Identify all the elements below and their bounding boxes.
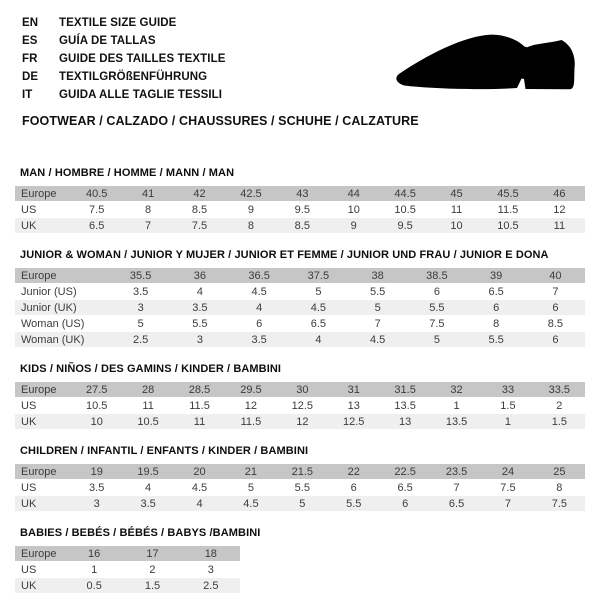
size-value-cell: 7 <box>453 481 460 494</box>
table-row <box>15 332 585 348</box>
size-value-cell: 8.5 <box>191 203 208 216</box>
size-tables <box>15 166 585 594</box>
size-value-cell: 8 <box>493 317 500 330</box>
row-label: US <box>21 399 37 412</box>
size-value-cell: 10 <box>90 415 103 428</box>
size-value-cell: 6.5 <box>89 219 105 232</box>
size-value-cell: 28.5 <box>188 383 211 396</box>
size-value-cell: 27.5 <box>85 383 108 396</box>
table-row <box>15 496 585 512</box>
size-value-cell: 2.5 <box>203 579 219 592</box>
size-value-cell: 4.5 <box>191 481 208 494</box>
size-value-cell: 6 <box>256 317 263 330</box>
size-value-cell: 3 <box>137 301 144 314</box>
table-row <box>15 316 585 332</box>
table-row <box>15 202 585 218</box>
size-value-cell: 6.5 <box>448 497 465 510</box>
language-code: FR <box>22 53 38 65</box>
size-value-cell: 35.5 <box>129 269 152 282</box>
language-code: IT <box>22 89 33 101</box>
size-table <box>15 546 240 594</box>
size-value-cell: 7.5 <box>429 317 445 330</box>
size-table-section <box>15 526 585 594</box>
size-value-cell: 19 <box>90 465 103 478</box>
size-value-cell: 12.5 <box>291 399 314 412</box>
size-value-cell: 3.5 <box>89 481 105 494</box>
size-value-cell: 7.5 <box>500 481 516 494</box>
size-value-cell: 11 <box>553 219 566 232</box>
size-value-cell: 5.5 <box>346 497 362 510</box>
size-value-cell: 4 <box>145 481 152 494</box>
size-value-cell: 19.5 <box>137 465 159 478</box>
size-value-cell: 6 <box>433 285 440 298</box>
size-value-cell: 6 <box>493 301 500 314</box>
category-heading: FOOTWEAR / CALZADO / CHAUSSURES / SCHUHE / CALZATURE <box>22 114 419 128</box>
size-value-cell: 5.5 <box>429 301 445 314</box>
size-value-cell: 43 <box>296 187 309 200</box>
table-row <box>15 382 585 398</box>
size-value-cell: 9 <box>350 219 357 232</box>
size-table <box>15 464 585 512</box>
size-value-cell: 10.5 <box>85 399 108 412</box>
size-value-cell: 30 <box>296 383 309 396</box>
row-label: US <box>21 203 37 216</box>
row-label: Europe <box>21 187 57 200</box>
row-label: Junior (UK) <box>21 301 77 314</box>
size-value-cell: 3.5 <box>251 333 267 346</box>
size-value-cell: 36 <box>193 269 206 282</box>
size-value-cell: 1.5 <box>551 415 567 428</box>
size-value-cell: 11.5 <box>189 399 210 412</box>
language-code: ES <box>22 35 38 47</box>
size-table <box>15 268 585 348</box>
table-caption: JUNIOR & WOMAN / JUNIOR Y MUJER / JUNIOR ET FEMME / JUNIOR UND FRAU / JUNIOR E DONA <box>20 249 549 261</box>
table-row <box>15 414 585 430</box>
size-value-cell: 31 <box>347 383 360 396</box>
size-value-cell: 6.5 <box>488 285 504 298</box>
size-value-cell: 4 <box>196 285 203 298</box>
size-value-cell: 33.5 <box>548 383 571 396</box>
size-value-cell: 0.5 <box>86 579 102 592</box>
language-title: TEXTILGRÖßENFÜHRUNG <box>59 71 208 83</box>
size-value-cell: 23.5 <box>445 465 468 478</box>
size-value-cell: 8.5 <box>547 317 564 330</box>
size-value-cell: 3.5 <box>140 497 156 510</box>
size-value-cell: 1 <box>504 415 512 428</box>
size-value-cell: 31.5 <box>394 383 416 396</box>
size-value-cell: 6 <box>402 497 409 510</box>
size-value-cell: 6 <box>552 301 559 314</box>
size-value-cell: 5 <box>433 333 440 346</box>
size-value-cell: 9 <box>247 203 254 216</box>
size-value-cell: 1.5 <box>500 399 516 412</box>
table-row <box>15 546 240 562</box>
size-value-cell: 7.5 <box>89 203 105 216</box>
size-value-cell: 42 <box>193 187 206 200</box>
table-caption: BABIES / BEBÉS / BÉBÉS / BABYS /BAMBINI <box>20 527 261 539</box>
size-value-cell: 22.5 <box>394 465 416 478</box>
size-value-cell: 21 <box>244 465 258 478</box>
row-label: UK <box>21 219 37 232</box>
size-value-cell: 11.5 <box>497 203 519 216</box>
size-value-cell: 13.5 <box>445 415 468 428</box>
size-value-cell: 5 <box>247 481 254 494</box>
size-value-cell: 3.5 <box>192 301 208 314</box>
table-row <box>15 218 585 234</box>
size-value-cell: 2.5 <box>132 333 149 346</box>
size-value-cell: 9.5 <box>397 219 413 232</box>
size-value-cell: 44 <box>347 187 360 200</box>
size-value-cell: 39 <box>490 269 503 282</box>
size-value-cell: 46 <box>553 187 566 200</box>
table-row <box>15 300 585 316</box>
size-value-cell: 10 <box>450 219 463 232</box>
language-title: GUÍA DE TALLAS <box>59 35 156 47</box>
size-table-section <box>15 362 585 430</box>
size-value-cell: 20 <box>193 465 206 478</box>
size-value-cell: 12.5 <box>343 415 365 428</box>
size-table-section <box>15 166 585 234</box>
size-value-cell: 7.5 <box>191 219 208 232</box>
size-value-cell: 11 <box>450 203 463 216</box>
size-table <box>15 186 585 234</box>
size-value-cell: 3.5 <box>132 285 149 298</box>
size-value-cell: 8 <box>145 203 152 216</box>
size-table-section <box>15 248 585 348</box>
size-table-section <box>15 444 585 512</box>
size-value-cell: 11 <box>193 415 206 428</box>
size-value-cell: 13 <box>399 415 412 428</box>
size-value-cell: 7 <box>552 285 559 298</box>
size-value-cell: 5.5 <box>294 481 310 494</box>
size-value-cell: 5 <box>299 497 306 510</box>
size-value-cell: 38 <box>371 269 384 282</box>
size-value-cell: 6.5 <box>397 481 413 494</box>
size-value-cell: 25 <box>553 465 566 478</box>
size-value-cell: 12 <box>553 203 566 216</box>
size-value-cell: 29.5 <box>240 383 262 396</box>
row-label: UK <box>21 579 37 592</box>
table-row <box>15 186 585 202</box>
table-row <box>15 562 240 578</box>
row-label: Europe <box>21 383 57 396</box>
size-value-cell: 7 <box>504 497 512 510</box>
size-value-cell: 1 <box>453 399 460 412</box>
size-value-cell: 24 <box>501 465 515 478</box>
size-value-cell: 16 <box>88 547 101 560</box>
size-value-cell: 6.5 <box>310 317 327 330</box>
size-value-cell: 18 <box>204 547 217 560</box>
size-value-cell: 3 <box>93 497 100 510</box>
size-value-cell: 11.5 <box>240 415 262 428</box>
table-caption: KIDS / NIÑOS / DES GAMINS / KINDER / BAMBINI <box>20 363 282 375</box>
size-value-cell: 22 <box>347 465 360 478</box>
size-value-cell: 6 <box>552 333 559 346</box>
size-value-cell: 4.5 <box>369 333 386 346</box>
size-value-cell: 42.5 <box>240 187 262 200</box>
size-value-cell: 7 <box>374 317 381 330</box>
size-value-cell: 1.5 <box>144 579 161 592</box>
size-value-cell: 3 <box>196 333 203 346</box>
size-value-cell: 45.5 <box>497 187 519 200</box>
language-code: EN <box>22 17 39 29</box>
language-title: GUIDE DES TAILLES TEXTILE <box>59 53 226 65</box>
size-value-cell: 10 <box>347 203 360 216</box>
size-value-cell: 32 <box>450 383 463 396</box>
size-value-cell: 13 <box>347 399 360 412</box>
row-label: Woman (US) <box>21 317 85 330</box>
size-value-cell: 5 <box>374 301 381 314</box>
size-value-cell: 8 <box>247 219 254 232</box>
table-caption: CHILDREN / INFANTIL / ENFANTS / KINDER / BAMBINI <box>20 445 309 457</box>
size-value-cell: 7.5 <box>551 497 567 510</box>
row-label: US <box>21 563 37 576</box>
size-value-cell: 28 <box>141 383 155 396</box>
table-row <box>15 464 585 480</box>
size-value-cell: 5.5 <box>192 317 208 330</box>
size-value-cell: 21.5 <box>291 465 314 478</box>
language-code: DE <box>22 71 39 83</box>
size-value-cell: 41 <box>141 187 155 200</box>
size-value-cell: 4 <box>256 301 263 314</box>
size-value-cell: 36.5 <box>248 269 270 282</box>
table-row <box>15 268 585 284</box>
size-value-cell: 5 <box>137 317 144 330</box>
size-value-cell: 38.5 <box>426 269 448 282</box>
language-row <box>22 14 585 32</box>
size-value-cell: 1 <box>91 563 98 576</box>
row-label: US <box>21 481 37 494</box>
size-value-cell: 2 <box>556 399 563 412</box>
row-label: Europe <box>21 465 57 478</box>
table-row <box>15 480 585 496</box>
language-title: GUIDA ALLE TAGLIE TESSILI <box>59 89 223 101</box>
size-value-cell: 3 <box>207 563 214 576</box>
size-value-cell: 2 <box>149 563 156 576</box>
size-value-cell: 4 <box>196 497 203 510</box>
size-value-cell: 4.5 <box>243 497 259 510</box>
size-value-cell: 5.5 <box>488 333 504 346</box>
size-value-cell: 13.5 <box>394 399 416 412</box>
size-value-cell: 11 <box>142 399 154 412</box>
size-value-cell: 40.5 <box>85 187 108 200</box>
shoe-icon <box>391 32 576 90</box>
size-value-cell: 6 <box>350 481 357 494</box>
size-value-cell: 37.5 <box>307 269 330 282</box>
size-value-cell: 7 <box>145 219 152 232</box>
table-row <box>15 578 240 594</box>
row-label: Europe <box>21 269 57 282</box>
row-label: UK <box>21 415 37 428</box>
size-value-cell: 45 <box>450 187 463 200</box>
size-value-cell: 10.5 <box>394 203 416 216</box>
size-value-cell: 4.5 <box>251 285 267 298</box>
table-caption: MAN / HOMBRE / HOMME / MANN / MAN <box>20 167 235 179</box>
size-value-cell: 10.5 <box>497 219 519 232</box>
size-value-cell: 4 <box>315 333 322 346</box>
size-value-cell: 33 <box>501 383 515 396</box>
row-label: Woman (UK) <box>21 333 85 346</box>
size-table <box>15 382 585 430</box>
table-row <box>15 284 585 300</box>
size-value-cell: 17 <box>146 547 159 560</box>
row-label: Junior (US) <box>21 285 77 298</box>
table-row <box>15 398 585 414</box>
size-value-cell: 12 <box>244 399 258 412</box>
size-value-cell: 44.5 <box>394 187 416 200</box>
size-value-cell: 5.5 <box>369 285 386 298</box>
size-value-cell: 8 <box>556 481 563 494</box>
size-value-cell: 4.5 <box>310 301 327 314</box>
size-value-cell: 40 <box>549 269 562 282</box>
size-value-cell: 12 <box>296 415 309 428</box>
size-value-cell: 9.5 <box>294 203 310 216</box>
size-value-cell: 5 <box>315 285 322 298</box>
language-title: TEXTILE SIZE GUIDE <box>59 17 177 29</box>
row-label: Europe <box>21 547 57 560</box>
size-value-cell: 10.5 <box>137 415 159 428</box>
size-value-cell: 8.5 <box>294 219 310 232</box>
row-label: UK <box>21 497 37 510</box>
